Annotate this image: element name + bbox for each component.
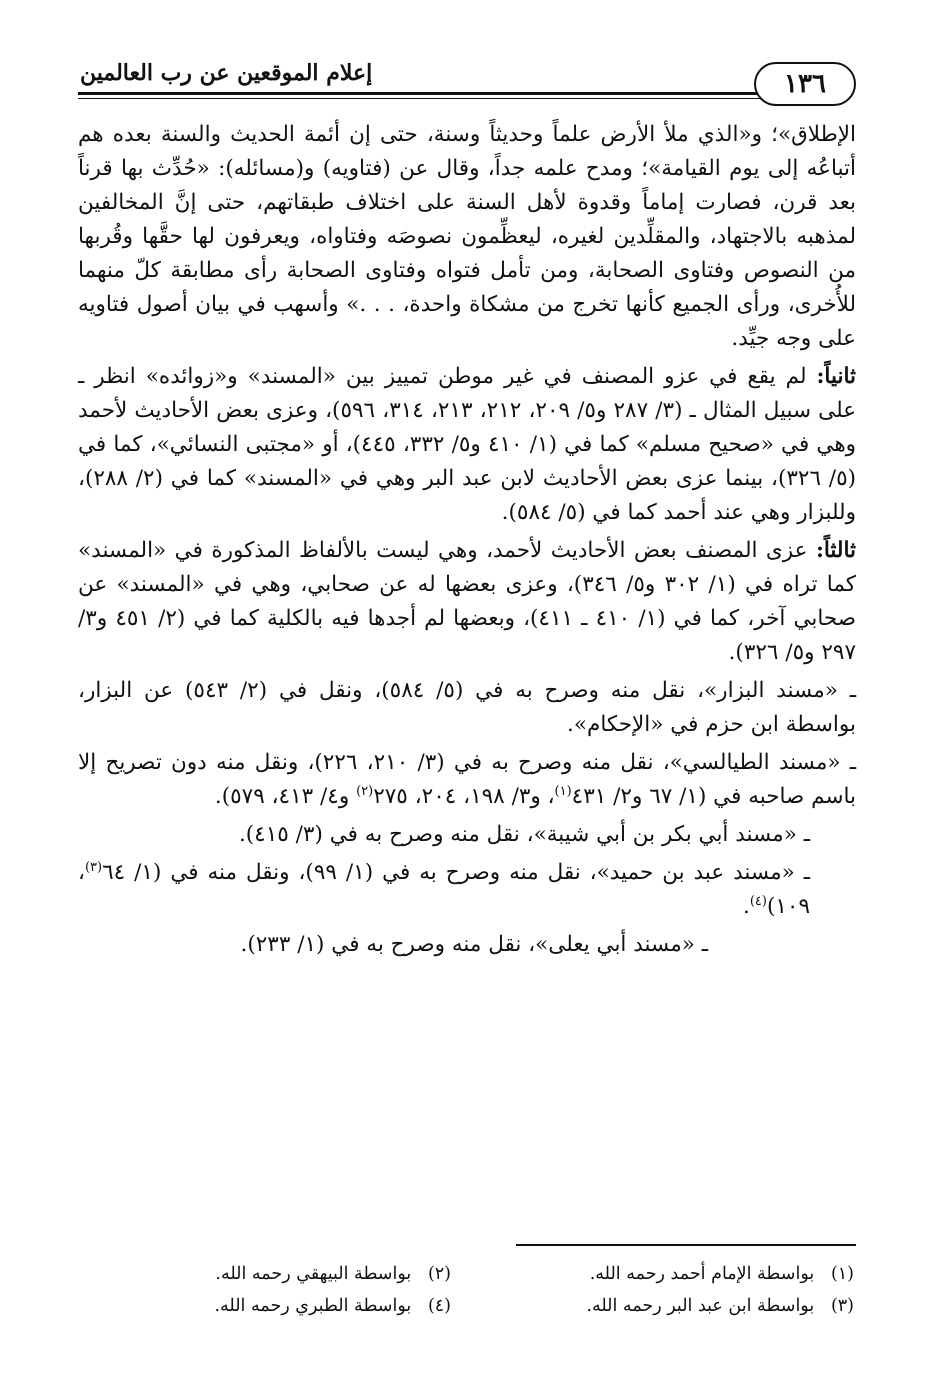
footnote-text: بواسطة ابن عبد البر رحمه الله. [586,1296,815,1316]
page-header [78,48,856,104]
footnote-separator [516,1244,856,1246]
bullet-text: ـ «مسند الطيالسي»، نقل منه وصرح به في (٣/ ٢١٠، ٢٢٦)، ونقل منه دون تصريح إلا باسم صاحبه في (١/ ٦٧ و٢/ ٤٣١ [78,750,856,809]
footnote-text: بواسطة الطبري رحمه الله. [214,1296,412,1316]
paragraph-text: عزى المصنف بعض الأحاديث لأحمد، وهي ليست بالألفاظ المذكورة في «المسند» كما تراه في (١/ ٣٠٢ و٥/ ٣٤٦)، وعزى بعضها له عن صحابي، وهي في «المسند» عن صحابي آخر، كما في (١/ ٤١٠ ـ ٤١١)، وبعضها لم أجدها فيه بالكلية كما في (٢/ ٤٥١ و٣/ ٢٩٧ و٥/ ٣٢٦). [78,538,857,665]
bullet-text: . [742,894,750,919]
paragraph [78,534,856,670]
bullet-item [78,746,856,814]
bullet-text: ـ «مسند عبد بن حميد»، نقل منه وصرح به في (١/ ٩٩)، ونقل منه في (١/ ٦٤ [102,860,811,885]
paragraph [78,118,856,356]
bullet-text: ـ «مسند أبي بكر بن أبي شيبة»، نقل منه وصرح به في (٣/ ٤١٥). [238,822,810,847]
paragraph [78,360,856,530]
footnote-item [78,1258,451,1290]
bullet-item [78,928,856,962]
paragraph-text: الإطلاق»؛ و«الذي ملأ الأرض علماً وحديثاً وسنة، حتى إن أئمة الحديث والسنة بعده هم أتباعُه إلى يوم القيامة»؛ ومدح علمه جداً، وقال عن (فتاويه) و(مسائله): «حُدِّث بها قرناً بعد قرن، فصارت إماماً وقدوة لأهل السنة على اختلاف طبقاتهم، حتى إنَّ المخالفين لمذهبه بالاجتهاد، والمقلِّدين لغيره، ليعظِّمون نصوصَه وفتاواه، ويعرفون لها حقَّها وقُربها من النصوص وفتاوى الصحابة، ومن تأمل فتواه وفتاوى الصحابة رأى مطابقة كلّ منهما للأُخرى، ورأى الجميع كأنها تخرج من مشكاة واحدة، . . .» وأسهب في بيان أصول فتاويه على وجه جيِّد. [78,122,856,351]
header-rule-thick [78,92,776,95]
bullet-item [78,856,856,924]
bullet-text: ، و٣/ ١٩٨، ٢٠٤، ٢٧٥ [373,784,555,809]
footnote-item [78,1290,451,1322]
footnote-number: (٣) [830,1296,854,1316]
footnote-number: (١) [830,1264,854,1284]
bullet-text: و٤/ ٤١٣، ٥٧٩). [214,784,357,809]
paragraph-text: لم يقع في عزو المصنف في غير موطن تمييز بين «المسند» و«زوائده» انظر ـ على سبيل المثال ـ (٣/ ٢٨٧ و٥/ ٢٠٩، ٢١٢، ٢١٣، ٣١٤، ٥٩٦)، وعزى بعض الأحاديث لأحمد وهي في «صحيح مسلم» كما في (١/ ٤١٠ و٥/ ٣٣٢، ٤٤٥)، أو «مجتبى النسائي»، كما في (٥/ ٣٢٦)، بينما عزى بعض الأحاديث لابن عبد البر وهي في «المسند» كما في (٢/ ٢٨٨)، وللبزار وهي عند أحمد كما في (٥/ ٥٨٤). [78,364,857,525]
footnote-item [481,1290,854,1322]
book-page [78,48,856,962]
bullet-text: ، ١٠٩) [78,860,810,919]
footnotes [78,1244,856,1322]
bullet-item [78,674,856,742]
footnote-number: (٢) [427,1264,451,1284]
footnote-number: (٤) [427,1296,451,1316]
footnote-ref[interactable]: (١) [554,783,572,799]
bullet-item [78,818,856,852]
footnote-ref[interactable]: (٤) [749,893,767,909]
footnote-text: بواسطة الإمام أحمد رحمه الله. [589,1264,815,1284]
paragraph-lead: ثانياً: [816,364,856,389]
bullet-text: ـ «مسند أبي يعلى»، نقل منه وصرح به في (١/ ٢٣٣). [240,932,708,957]
footnote-ref[interactable]: (٣) [84,859,103,875]
footnote-list [78,1258,856,1322]
page-number: ١٣٦ [754,62,856,106]
bullet-text: ـ «مسند البزار»، نقل منه وصرح به في (٥/ ٥٨٤)، ونقل في (٢/ ٥٤٣) عن البزار، بواسطة ابن حزم في «الإحكام». [78,678,856,737]
footnote-text: بواسطة البيهقي رحمه الله. [215,1264,412,1284]
footnote-ref[interactable]: (٢) [356,783,374,799]
paragraph-lead: ثالثاً: [815,538,856,563]
header-rule-thin [78,98,776,99]
page-body [78,118,856,962]
footnote-item [481,1258,854,1290]
running-title: إعلام الموقعين عن رب العالمين [80,60,373,86]
